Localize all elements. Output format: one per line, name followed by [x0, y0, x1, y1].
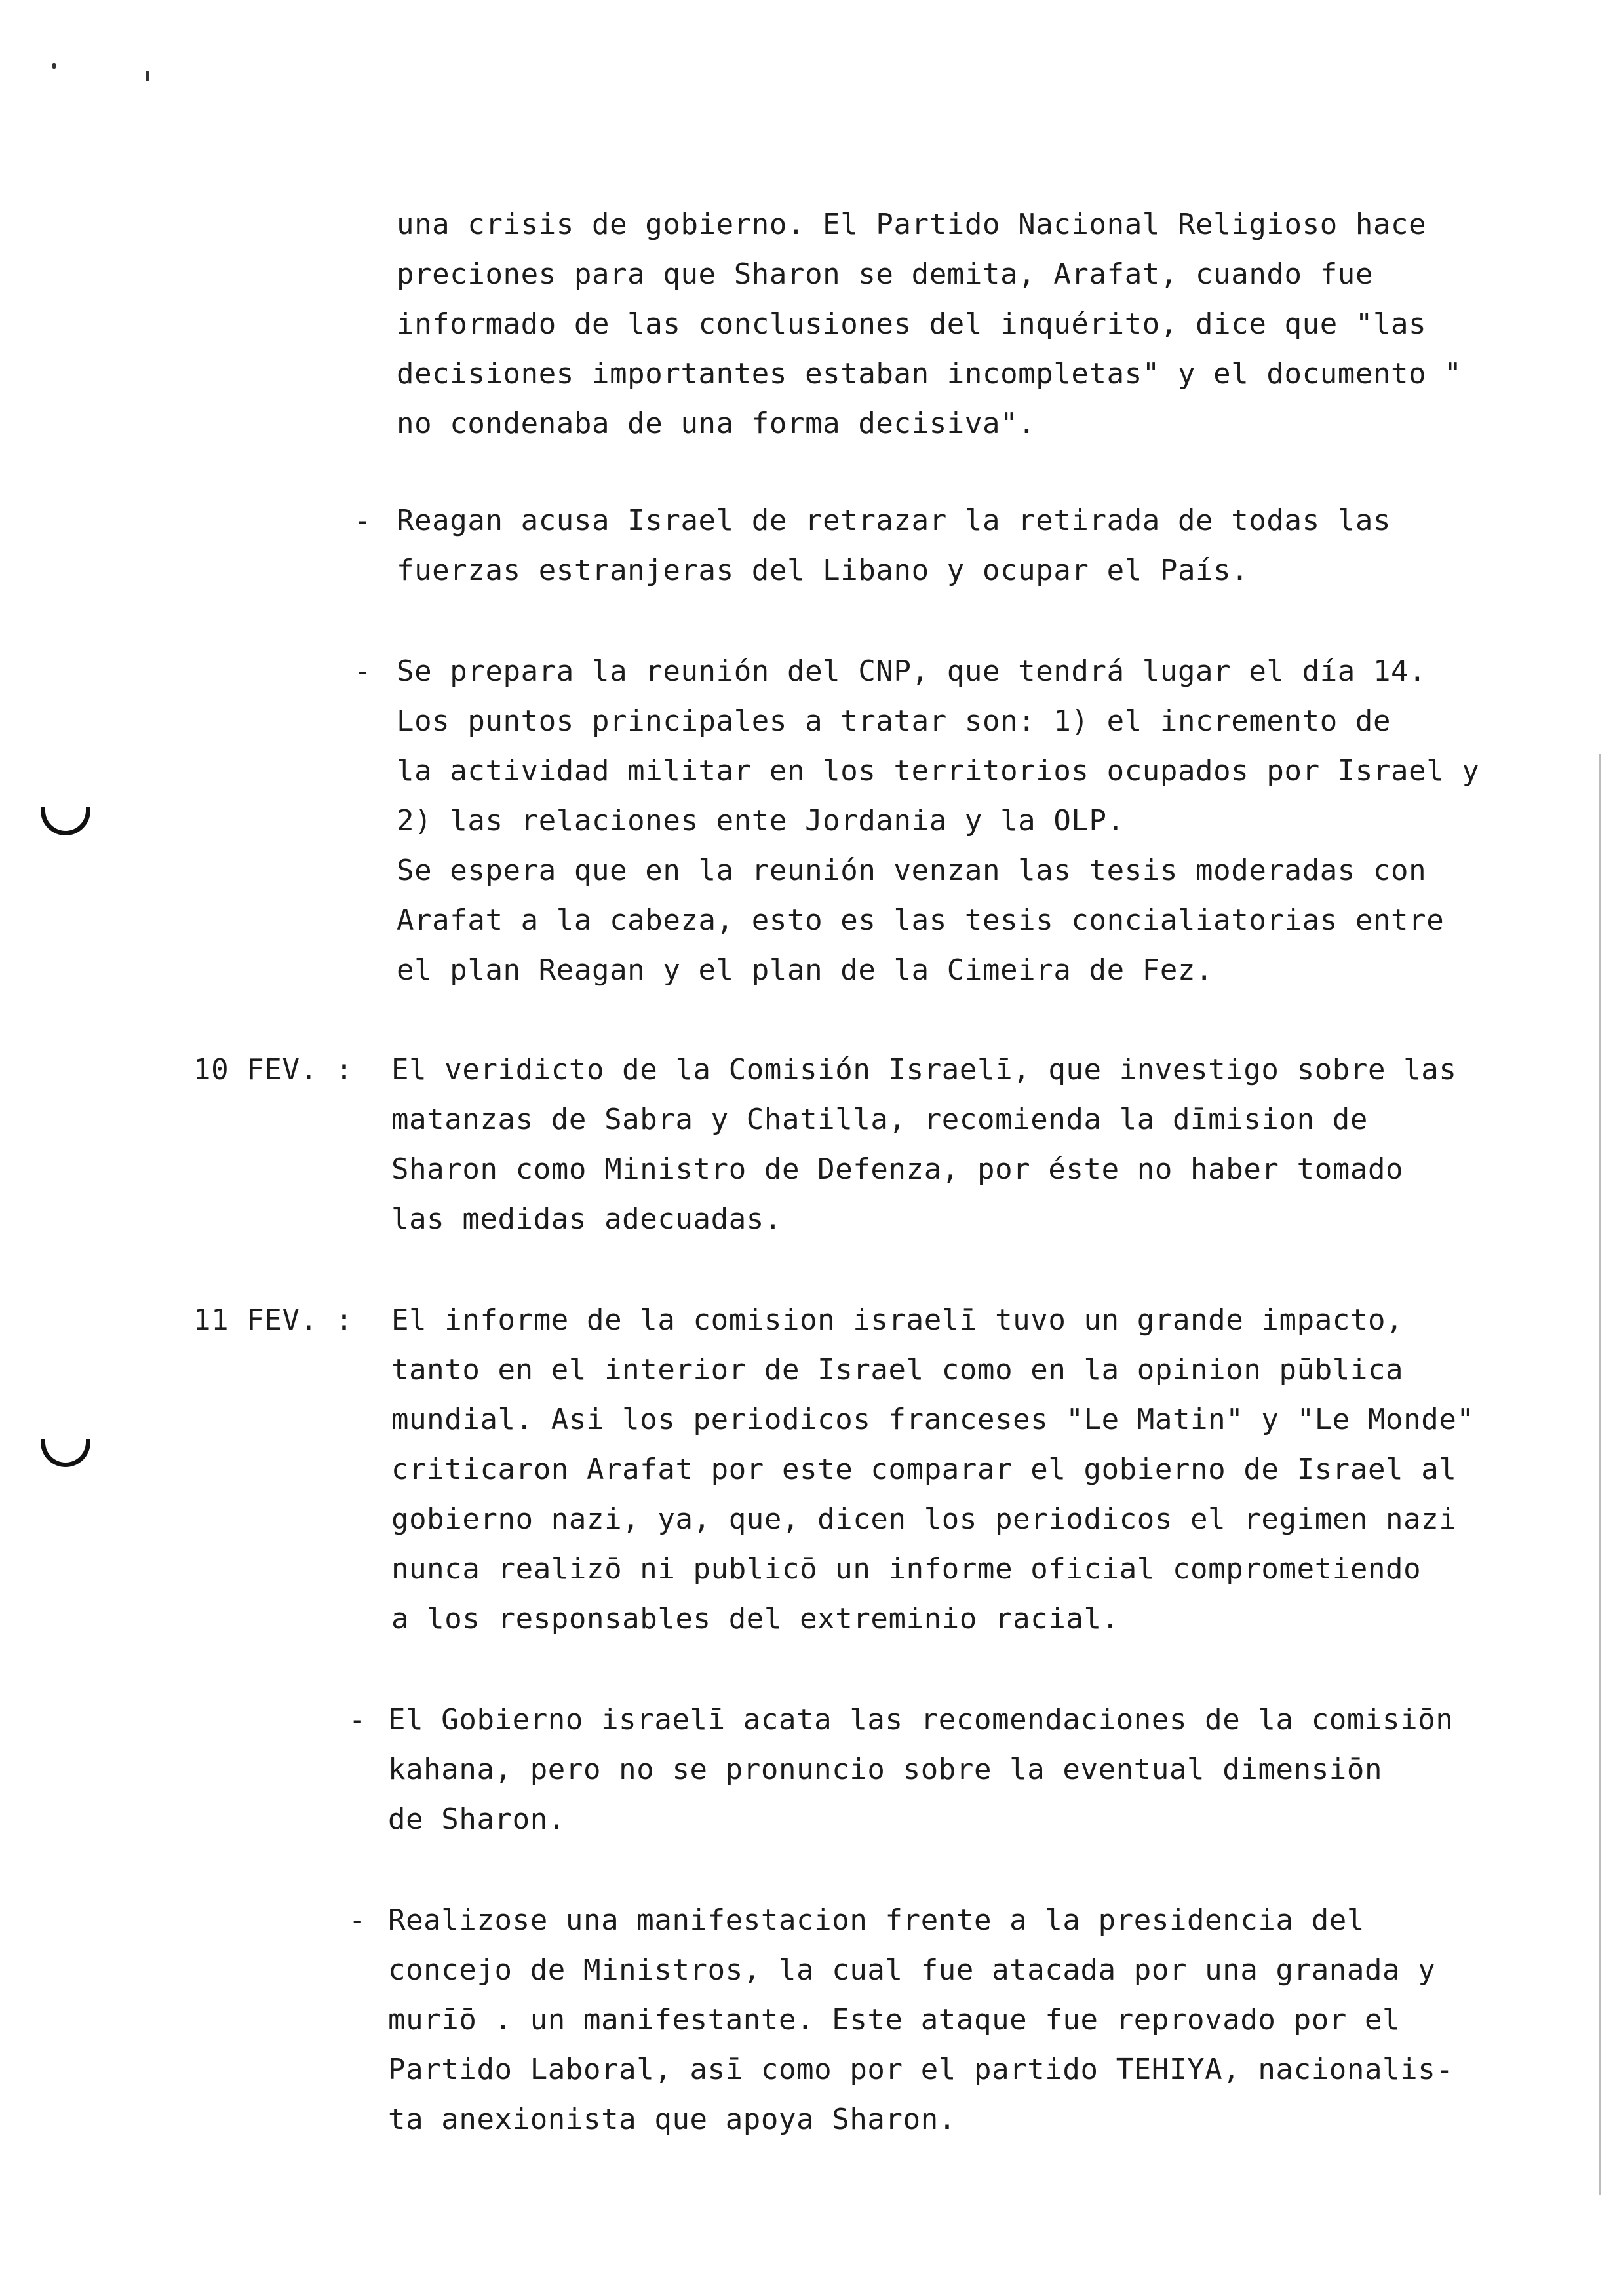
entry-date: 10 FEV. : — [193, 1053, 353, 1086]
page-edge-shadow — [1599, 754, 1601, 2195]
text-line: las medidas adecuadas. — [391, 1202, 782, 1236]
text-line: no condenaba de una forma decisiva". — [397, 407, 1036, 440]
text-line: El veridicto de la Comisión Israelī, que investigo sobre las — [391, 1053, 1457, 1086]
bullet-dash: - — [354, 655, 372, 688]
text-line: kahana, pero no se pronuncio sobre la eventual dimensiōn — [388, 1753, 1383, 1786]
text-line: la actividad militar en los territorios ocupados por Israel y — [397, 754, 1480, 788]
text-line: ta anexionista que apoya Sharon. — [388, 2103, 956, 2136]
text-line: Partido Laboral, asī como por el partido TEHIYA, nacionalis- — [388, 2053, 1454, 2086]
text-line: informado de las conclusiones del inquérito, dice que "las — [397, 307, 1427, 341]
bullet-dash: - — [349, 1904, 366, 1937]
text-line: tanto en el interior de Israel como en la opinion pūblica — [391, 1353, 1404, 1387]
text-line: mundial. Asi los periodicos franceses "Le Matin" y "Le Monde" — [391, 1403, 1475, 1436]
text-line: Se espera que en la reunión venzan las tesis moderadas con — [397, 854, 1427, 887]
text-line: Sharon como Ministro de Defenza, por éste no haber tomado — [391, 1153, 1404, 1186]
text-line: Realizose una manifestacion frente a la presidencia del — [388, 1904, 1365, 1937]
text-line: preciones para que Sharon se demita, Arafat, cuando fue — [397, 258, 1373, 291]
scan-speck — [52, 63, 56, 69]
text-line: fuerzas estranjeras del Libano y ocupar el País. — [397, 554, 1249, 587]
bullet-dash: - — [349, 1703, 366, 1736]
text-line: concejo de Ministros, la cual fue atacada por una granada y — [388, 1953, 1436, 1987]
text-line: criticaron Arafat por este comparar el gobierno de Israel al — [391, 1453, 1457, 1486]
entry-date: 11 FEV. : — [193, 1303, 353, 1337]
bullet-dash: - — [354, 504, 372, 537]
text-line: El Gobierno israelī acata las recomendaciones de la comisiōn — [388, 1703, 1454, 1736]
text-line: Se prepara la reunión del CNP, que tendrá lugar el día 14. — [397, 655, 1427, 688]
text-line: el plan Reagan y el plan de la Cimeira de Fez. — [397, 953, 1214, 987]
text-line: Arafat a la cabeza, esto es las tesis concialiatorias entre — [397, 904, 1445, 937]
text-line: a los responsables del extreminio racial. — [391, 1602, 1119, 1636]
text-line: de Sharon. — [388, 1803, 566, 1836]
text-line: 2) las relaciones ente Jordania y la OLP. — [397, 804, 1125, 837]
scan-speck — [146, 71, 149, 81]
text-line: murīō . un manifestante. Este ataque fue reprovado por el — [388, 2003, 1401, 2037]
punch-hole-mark — [41, 807, 90, 835]
text-line: Los puntos principales a tratar son: 1) el incremento de — [397, 704, 1391, 738]
text-line: Reagan acusa Israel de retrazar la retirada de todas las — [397, 504, 1391, 537]
punch-hole-mark — [41, 1439, 90, 1467]
text-line: gobierno nazi, ya, que, dicen los periodicos el regimen nazi — [391, 1502, 1457, 1536]
text-line: nunca realizō ni publicō un informe oficial comprometiendo — [391, 1552, 1422, 1586]
text-line: decisiones importantes estaban incompletas" y el documento " — [397, 357, 1462, 391]
text-line: una crisis de gobierno. El Partido Nacional Religioso hace — [397, 208, 1427, 241]
text-line: matanzas de Sabra y Chatilla, recomienda la dīmision de — [391, 1103, 1368, 1136]
text-line: El informe de la comision israelī tuvo un grande impacto, — [391, 1303, 1404, 1337]
